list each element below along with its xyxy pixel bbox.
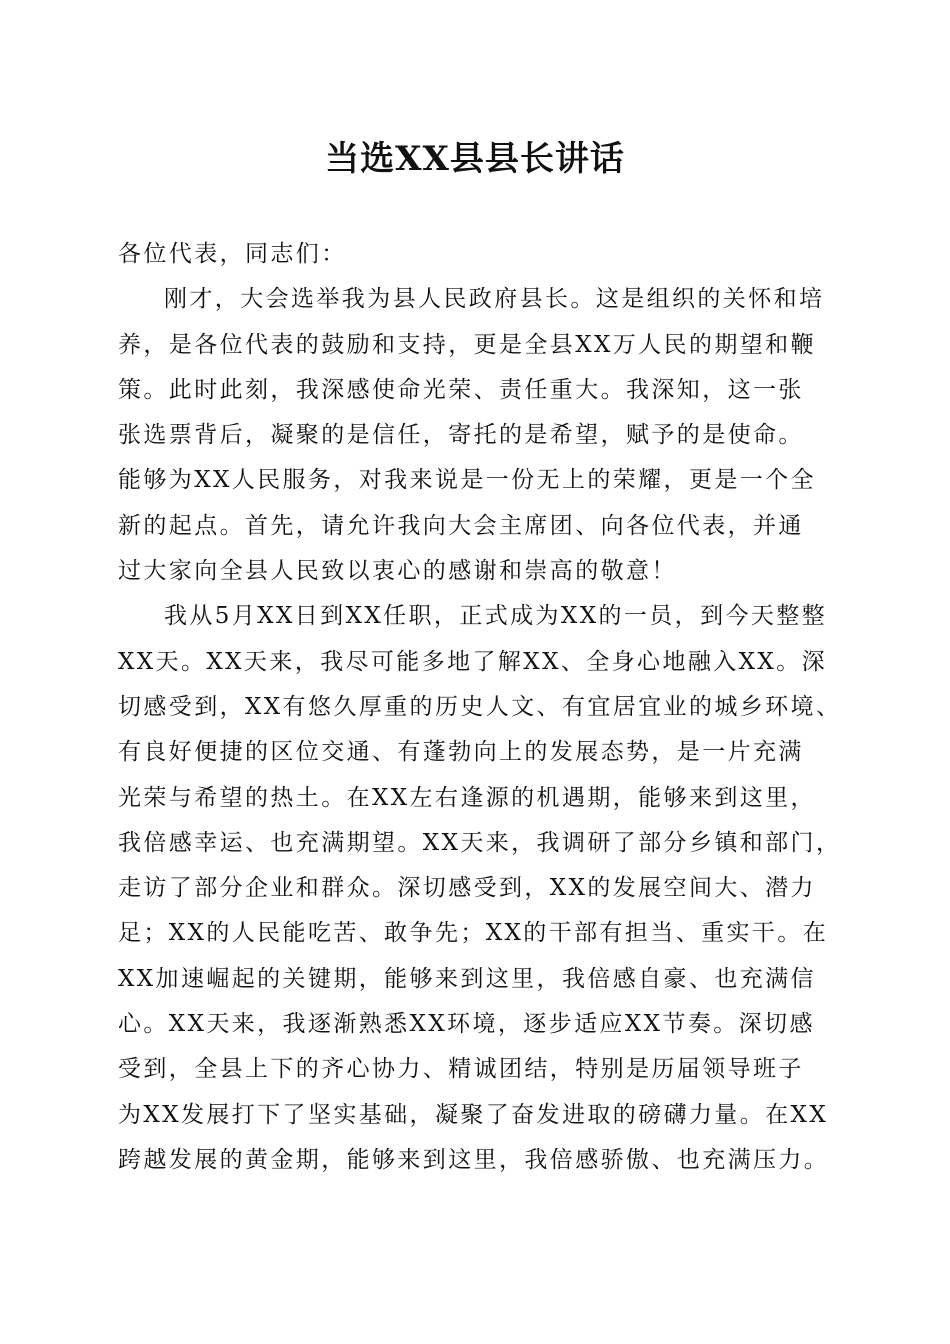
paragraph-2 xyxy=(118,594,842,1183)
text-line: 养，是各位代表的鼓励和支持，更是全县XX万人民的期望和鞭 xyxy=(118,331,816,358)
text-line: 足；XX的人民能吃苦、敢争先；XX的干部有担当、重实干。在 xyxy=(118,920,829,947)
text-line: 我倍感幸运、也充满期望。XX天来，我调研了部分乡镇和部门， xyxy=(118,829,842,856)
text-line: 我从5月XX日到XX任职，正式成为XX的一员，到今天整整 xyxy=(164,603,828,630)
text-line: 张选票背后，凝聚的是信任，寄托的是希望，赋予的是使命。 xyxy=(118,422,804,449)
text-line: 光荣与希望的热土。在XX左右逢源的机遇期，能够来到这里， xyxy=(118,784,816,811)
text-line: 切感受到，XX有悠久厚重的历史人文、有宜居宜业的城乡环境、 xyxy=(118,693,842,720)
text-line: 走访了部分企业和群众。深切感受到，XX的发展空间大、潜力 xyxy=(118,875,816,902)
document-title: 当选XX县县长讲话 xyxy=(325,139,625,179)
text-line: 为XX发展打下了坚实基础，凝聚了奋发进取的磅礴力量。在XX xyxy=(118,1101,829,1128)
text-line: 新的起点。首先，请允许我向大会主席团、向各位代表，并通 xyxy=(118,512,804,539)
text-line: 能够为XX人民服务，对我来说是一份无上的荣耀，更是一个全 xyxy=(118,467,816,494)
text-line: 受到，全县上下的齐心协力、精诚团结，特别是历届领导班子 xyxy=(118,1056,804,1083)
text-line: XX加速崛起的关键期，能够来到这里，我倍感自豪、也充满信 xyxy=(118,965,816,992)
salutation: 各位代表，同志们： xyxy=(118,241,347,267)
text-line: XX天。XX天来，我尽可能多地了解XX、全身心地融入XX。深 xyxy=(118,648,827,675)
text-line: 心。XX天来，我逐渐熟悉XX环境，逐步适应XX节奏。深切感 xyxy=(118,1011,815,1038)
paragraph-1 xyxy=(118,277,838,594)
text-line: 刚才，大会选举我为县人民政府县长。这是组织的关怀和培 xyxy=(164,286,825,313)
text-line: 跨越发展的黄金期，能够来到这里，我倍感骄傲、也充满压力。 xyxy=(118,1146,830,1173)
text-line: 过大家向全县人民致以衷心的感谢和崇高的敬意！ xyxy=(118,558,677,585)
text-line: 有良好便捷的区位交通、有蓬勃向上的发展态势，是一片充满 xyxy=(118,739,804,766)
document-body xyxy=(118,232,842,1183)
text-line: 策。此时此刻，我深感使命光荣、责任重大。我深知，这一张 xyxy=(118,376,804,403)
